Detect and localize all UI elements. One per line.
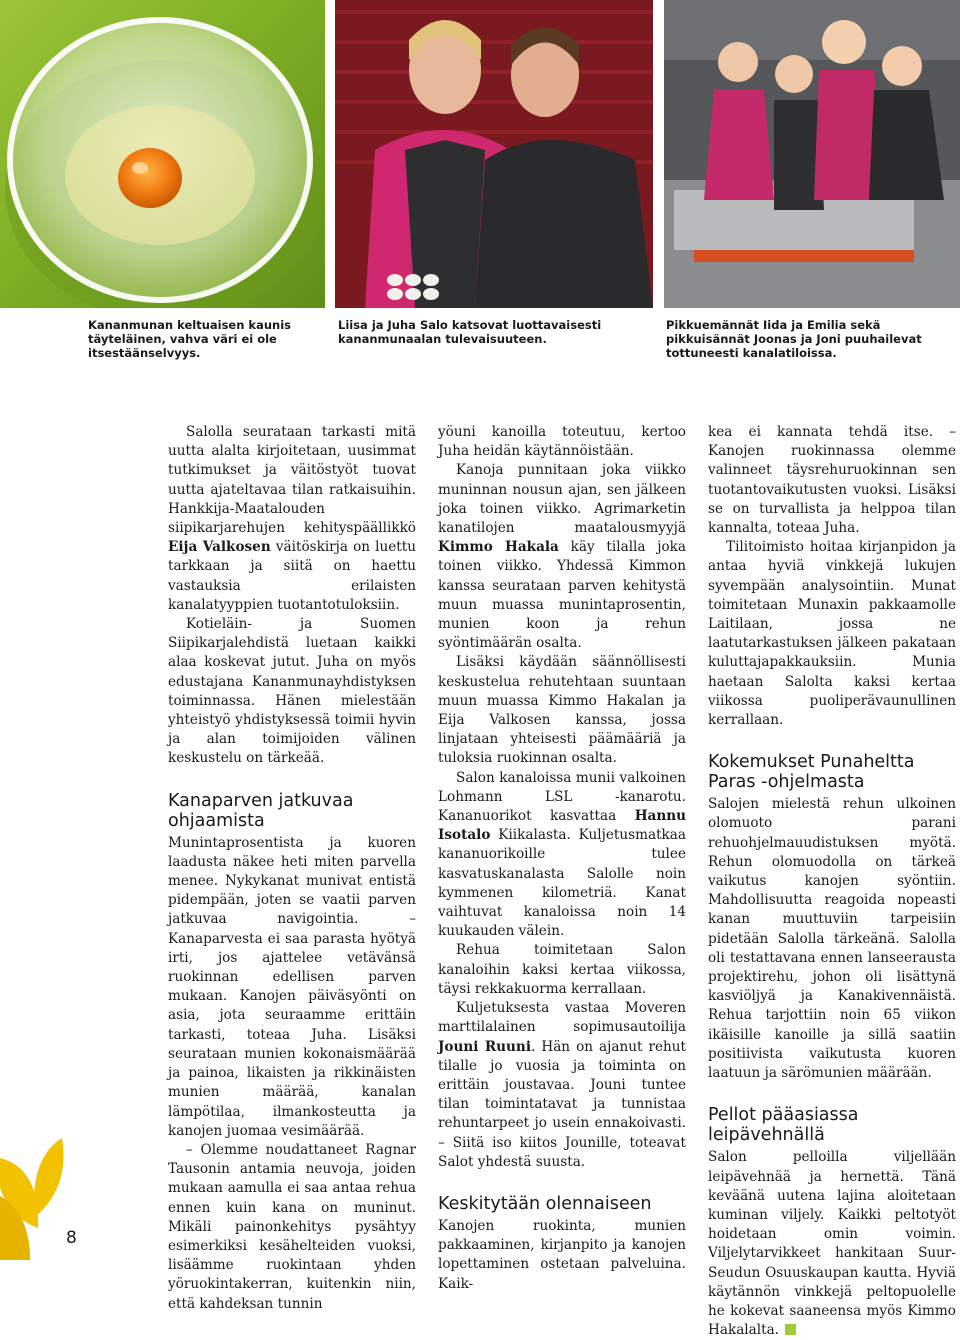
paragraph: Munintaprosentista ja kuoren laadusta näkee heti miten parvella menee. Nykykanat munivat entistä pidempään, joten se vaatii parven jatkuvaa navigointia. – Kanaparvesta ei saa parasta hyötyä irti, jos ajattelee vetävänsä ruokinnan edellisen parven mukaan. Kanojen päiväsyönti on asia, jota seuraamme erittäin tarkasti, toteaa Juha. Lisäksi seurataan munien kokonaismäärää ja painoa, likaisten ja rikkinäisten munien määrää, kanalan lämpötilaa, ilmankosteutta ja kanojen juomaa vesimäärää. [168,834,416,1139]
paragraph: Lisäksi käydään säännöllisesti keskustelua rehutehtaan suuntaan muun muassa Kimmo Hakalan ja Eija Valkosen kanssa, jossa linjataan yhteisesti päämääriä ja tuloksia ruokinnan osalta. [438,654,686,767]
paragraph: Salon pelloilla viljellään leipävehnää ja hernettä. Tänä keväänä uutena lajina aloitetaan kuminan viljely. Kaikki peltotyöt hoidetaan omin voimin. Viljelytarvikkeet hankitaan Suur-Seudun Osuuskaupan kautta. Hyviä käytännön vinkkejä peltopuolelle he kokevat saaneensa myös Kimmo Hakalalta. [708,1149,956,1339]
page-number: 8 [66,1228,77,1248]
paragraph: yöuni kanoilla toteutuu, kertoo Juha heidän käytännöistään. [438,424,686,460]
paragraph: – Olemme noudattaneet Ragnar Tausonin antamia neuvoja, joiden mukaan aamulla ei saa antaa rehua ennen kuin kana on muninut. Mikäli painonkehitys pysähtyy esimerkiksi kesähelteiden vuoksi, lisäämme ruokintaan yhden yöruokintakerran, kuitenkin niin, että kahdeksan tunnin [168,1141,416,1312]
paragraph: Tilitoimisto hoitaa kirjanpidon ja antaa hyviä vinkkejä lukujen syvempään analysointiin. Munat toimitetaan Munaxin pakkaamolle Laitilaan, jossa ne laatutarkastuksen jälkeen pakataan kuluttajapakkauksiin. Munia haetaan Salolta kaksi kertaa viikossa puoliperävaunullinen kerrallaan. [708,539,956,729]
person-name: Kimmo Hakala [438,539,559,556]
end-of-article-square-icon [785,1324,796,1335]
egg-bowl-illustration [0,0,325,308]
egg-yolk-photo [0,0,325,308]
photo-caption-children: Pikkuemännät Iida ja Emilia sekä pikkuisännät Joonas ja Joni puuhailevat tottuneesti kanalatiloissa. [666,318,922,360]
section-heading: Kokemukset Punaheltta Paras -ohjelmasta [708,752,915,793]
photo-caption-couple: Liisa ja Juha Salo katsovat luottavaisesti kananmunaalan tulevaisuuteen. [338,318,602,346]
paragraph: Kuljetuksesta vastaa Moveren marttilalainen sopimusautoilija Jouni Ruuni. Hän on ajanut rehut tilalle jo vuosia ja toiminta on erittäin joustavaa. Jouni tuntee tilan toimintatavat ja tunnistaa rehuntarpeet jo usein ennakoivasti. – Siitä iso kiitos Jounille, toteavat Salot yhdestä suusta. [438,1000,686,1170]
section-heading: Kanaparven jatkuvaa ohjaamista [168,790,354,831]
photo-caption-egg: Kananmunan keltuaisen kaunis täyteläinen, vahva väri ei ole itsestäänselvyys. [88,318,291,360]
section-heading: Pellot pääasiassa leipävehnällä [708,1105,859,1146]
couple-photo [335,0,653,308]
paragraph: Salon kanaloissa munii valkoinen Lohmann LSL -kanarotu. Kananuorikot kasvattaa Hannu Isotalo Kiikalasta. Kuljetusmatkaa kananuorikoille tulee kasvatuskanalasta Salolle noin kymmenen kilometriä. Kanat vaihtuvat kanaloissa noin 14 kuukauden välein. [438,769,686,940]
article-column-2 [438,423,686,1294]
section-heading: Keskitytään olennaiseen [438,1193,652,1214]
paragraph: kea ei kannata tehdä itse. – Kanojen ruokinnassa olemme valinneet täysrehuruokinnan sen tuotantovaikutusten vuoksi. Lisäksi se on turvallista ja helppoa tilan kannalta, toteaa Juha. [708,424,956,537]
person-name: Eija Valkosen [168,539,271,556]
couple-illustration [335,0,653,308]
article-column-1 [168,423,416,1314]
paragraph: Kotieläin- ja Suomen Siipikarjalehdistä luetaan kaikki alaa koskevat jutut. Juha on myös edustajana Kananmunayhdistyksen toiminnassa. Hänen mielestään yhteistyö yhdistyksessä toimii hyvin ja alan toimijoiden välinen keskustelu on tärkeää. [168,616,416,767]
paragraph: Salojen mielestä rehun ulkoinen olomuoto parani rehuohjelmauudistuksen myötä. Rehun olomuodolla on tärkeä vaikutus kanojen syöntiin. Mahdollisuutta reagoida nopeasti kanan muuttuviin tarpeisiin pidetään Salolla tärkeänä. Salolla oli testattavana ennen lanseerausta projektirehu, johon oli lisättynä kasviöljyä ja Kanakivennäistä. Rehua tarjottiin noin 65 viikon ikäisille kanoille ja sillä saatiin positiivista vaikutusta kuoren laatuun ja särömunien määrään. [708,796,956,1082]
person-name: Hannu Isotalo [438,808,686,844]
children-photo [664,0,960,308]
paragraph: Salolla seurataan tarkasti mitä uutta alalta kirjoitetaan, uusimmat tutkimukset ja väitöstyöt tuovat uutta ajateltavaa tilan ratkaisuihin. Hankkija-Maatalouden siipikarjarehujen kehityspäällikkö Eija Valkosen väitöskirja on luettu tarkkaan ja siitä on haettu vastauksia erilaisten kanalatyyppien tuotantotuloksiin. [168,424,416,613]
paragraph: Rehua toimitetaan Salon kanaloihin kaksi kertaa viikossa, täysi rekkakuorma kerrallaan. [438,942,686,997]
article-column-3 [708,423,956,1340]
yellow-leaf-logo-icon [0,1118,70,1260]
children-illustration [664,0,960,308]
paragraph: Kanojen ruokinta, munien pakkaaminen, kirjanpito ja kanojen lopettaminen ostetaan palveluina. Kaik- [438,1217,686,1292]
person-name: Jouni Ruuni [438,1038,531,1055]
paragraph: Kanoja punnitaan joka viikko muninnan nousun ajan, sen jälkeen joka toinen viikko. Agrimarketin kanatilojen maatalousmyyjä Kimmo Hakala käy tilalla joka toinen viikko. Yhdessä Kimmon kanssa seurataan parven kehitystä muun muassa munintaprosentin, munien koon ja rehun syöntimäärän osalta. [438,462,687,652]
